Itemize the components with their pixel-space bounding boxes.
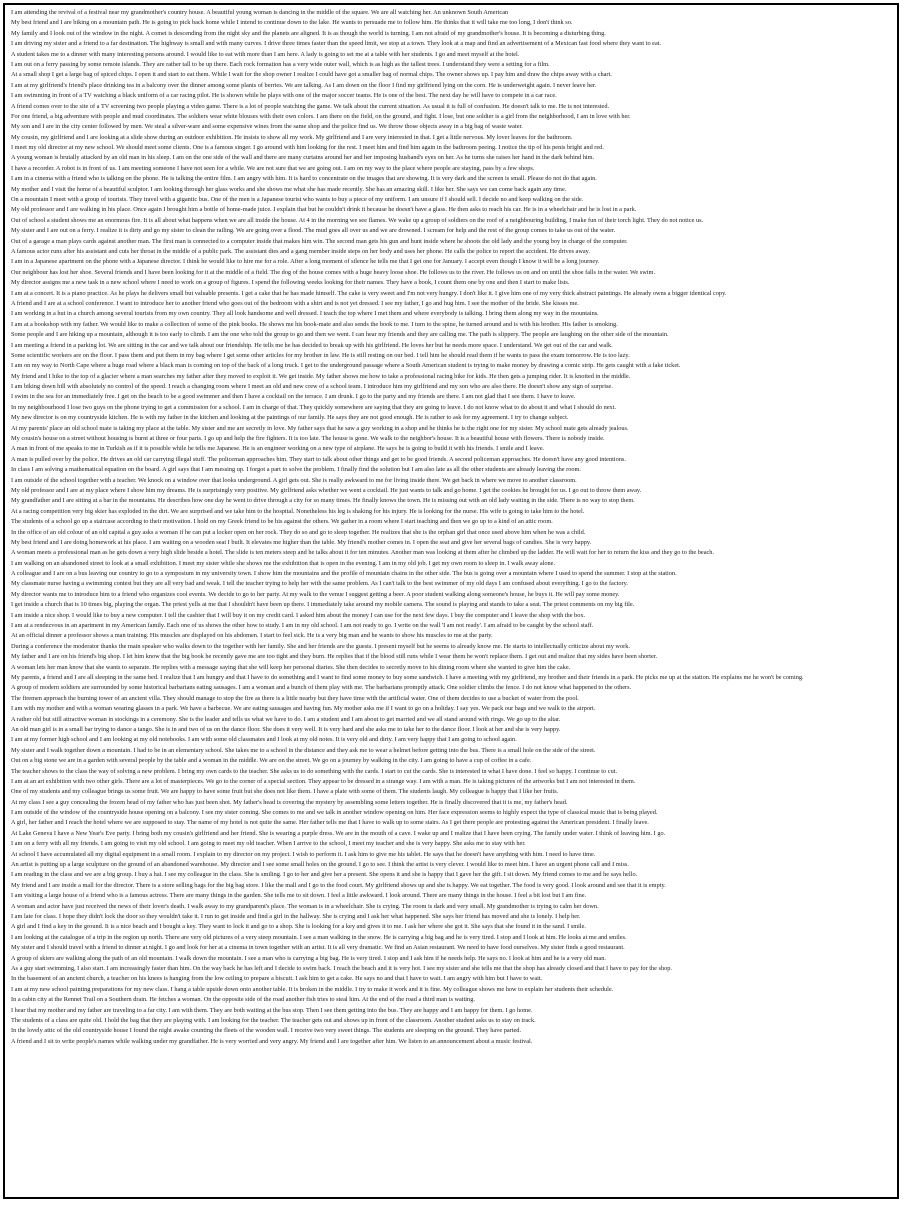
text-line: My director wants me to introduce him to a friend who organizes cool events. We decide to go to her party. At my walk to the venue I suggest getting a beer. A poor student walking along someone's house, he buys it. He will pay some money. bbox=[11, 590, 620, 598]
text-line: I am in a Japanese apartment on the phone with a Japanese director. I think he would like to hire me for a role. After a long moment of silence he tells me that I get one for January. I accept even though I know it will be a long journey. bbox=[11, 258, 600, 266]
text-line: My best friend and I are biking on a mountain path. He is going to pick back home while I intend to continue down to the lake. He wants to persuade me to follow him. He thinks that it will take me too long, I don't think so. bbox=[11, 19, 573, 27]
text-line: A student takes me to a dinner with many interesting persons around. I would like to eat with more than I am here. A lady is going to set me at a table with her students. I go and meet myself at the hotel. bbox=[11, 50, 520, 58]
text-line: I have a recorder. A robot is in front of us. I am meeting someone I have not seen for a while. We are not sure that we are going out. I am on my way to the place where people are staying, pass by a few shops. bbox=[11, 164, 535, 172]
text-line: I am at a rendezvous in an apartment in my American family. Each one of us shows the other how to study. I am in my old school. I am not ready to go. I write on the wall 'I am not ready'. I am afraid to be caught by the school staff. bbox=[11, 622, 594, 630]
text-line: My son and I are in the city center followed by men. We steal a silver-ware and some expensive wines from the same shop and the police find us. We throw those objects away in a big bag of waste water. bbox=[11, 123, 523, 131]
text-line: I am looking at the catalogue of a trip in the region up north. There are very old pictures of a very steep mountain. I see a man walking in the snow. He is carrying a big bag and he is very tired. I stop and I look at him. He looks at me and smiles. bbox=[11, 933, 627, 941]
text-line: I am on my way to North Cape where a huge road where a black man is coming on top of the back of a long truck. I get to the underground passage where a South American student is trying to make money by drawing a comic strip. He gets caught with a fake ticket. bbox=[11, 362, 681, 370]
text-line: My old professor and I are at my place where I show him my dreams. He is surprisingly very positive. My girlfriend asks whether we went a cocktail. He just wants to talk and go home. I get the cookies he brought for us. I go out to throw them away. bbox=[11, 486, 642, 494]
text-line: A famous actor runs after his assistant and cuts her throat in the middle of a public park. The assistant dies and a gang member inside steps on her body and uses her phone. He calls the police to report the accident. He drives away. bbox=[11, 247, 590, 255]
text-line: In the basement of an ancient church, a teacher on his knees is hanging from the low ceiling to prepare a biscuit. I ask him to get a cake. He says no and that I have to wait. I am angry with him but I have to wait. bbox=[11, 975, 543, 983]
text-line: The students of a school go up a staircase according to their motivation. I hold on my Greek friend to be his against the others. We gather in a room where I start teaching and then we go up to a kind of an attic room. bbox=[11, 518, 553, 526]
text-line: At my class I see a guy concealing the frozen head of my father who has just been shot. My father's head is covering the mystery by assembling some letters together. He is finally discovered that it is me, my father's head. bbox=[11, 798, 568, 806]
text-line: My parents, a friend and I are all sleeping in the same bed. I realize that I am hungry and that I have to do something and I want to find some money to buy some sandwich. I have a meeting with my girlfriend, my brother and their friends in a park. He picks me up at the station. He explains me he won't be coming. bbox=[11, 674, 804, 681]
text-line: I am at an art exhibition with two other girls. There are a lot of masterpieces. We go to the corner of a special section. They appear to be dressed in a strange way. I am with a man. He is taking pictures of the artworks but I am not interested in them. bbox=[11, 777, 636, 785]
text-line: A girl and I find a key in the ground. It is a nice beach and I bought a key. They want to lock it and go to a shop. She is looking for a key and gives it to me. I ask her where she got it. She says that she found it in the sand. I smile. bbox=[11, 923, 586, 931]
text-line: A woman and actor have just received the news of their lover's death. I walk away to my grandparent's place. The woman is in a wheelchair. She is crying. The room is dark and very small. My grandmother is trying to calm her down. bbox=[11, 902, 599, 910]
text-line: Some people and I are hiking up a mountain, although it is too early to climb. I am the one who told the group to go and then we went. I can hear my friends and they are calling me. The path is slippery. The people are laughing on the other side of the mountain. bbox=[11, 331, 669, 339]
text-line: For one friend, a big adventure with people and mud coordinates. The soldiers wear white blouses with their own colors. I am there on the field, on the ground, and fight. I lose, but one soldier is a girl from the neighborhood, I am in love with her. bbox=[11, 112, 631, 120]
text-line: I am at a concert. It is a piano practice. As he plays he delivers small but valuable presents. I get a cake that he has made himself. The cake is very sweet and I'm not very hungry. I don't like it. I give him one of my very thick abstract paintings. He already owns a bigger identical copy. bbox=[11, 289, 727, 297]
text-line: In class I am solving a mathematical equation on the board. A girl says that I am messing up. I forgot a part to solve the problem. I finally find the solution but I am also late as all the other students are already leaving the room. bbox=[11, 466, 581, 474]
text-line: I am inside a nice shop. I would like to buy a new computer. I tell the cashier that I will buy it on my credit card. I asked him about the money I can use for the next few days. I buy the computer and I leave the shop with the box. bbox=[11, 611, 586, 619]
text-line: A group of skiers are walking along the path of an old mountain. I walk down the mountain. I see a man who is carrying a big bag. He is very tired. I stop and I ask him if he needs help. He says no. I look at him and he is a very old man. bbox=[11, 954, 606, 962]
text-line: A girl, her father and I reach the hotel where we are supposed to stay. The name of my hotel is not quite the same. Her father tells me that I have to walk up to some stairs. As I get there people are protesting against the American president. I finally leave. bbox=[11, 819, 649, 827]
text-line: I am at my former high school and I am looking at my old notebooks. I am with some old classmates and I look at my old notes. It is very old and dirty. I am very happy that I am going to school again. bbox=[11, 736, 517, 744]
text-line: My father and I are on his friend's big shop. I let him know that the big book he recently gave me are too tight and they burn. He replies that if the blood still runs while I wear them he won't replace them. I get out and realize that my sides have been shorter. bbox=[11, 653, 658, 661]
text-line: My director assigns me a new task in a new school where I need to work on a group of figures. I spend the following weeks looking for their names. They have a book, I count them one by one and then I start to make lists. bbox=[11, 279, 570, 287]
text-line: A colleague and I are on a bus leaving our country to go to a symposium in my university town. I show him the mountains and the profile of mountain chains in the other side. The bus is going over a mountain where I used to spend the summer. I stop at the station. bbox=[11, 570, 677, 578]
text-line: In the lovely attic of the old countryside house I found the night awake counting the fleets of the wooden wall. I receive two very sweet things. The students are sleeping on the ground. They have parted. bbox=[11, 1027, 522, 1035]
text-line: The students of a class are quite old. I hold the bag that they are playing with. I am looking for the teacher. The teacher gets out and shows up in front of the classroom. Another student asks us to stay on track. bbox=[11, 1016, 536, 1024]
text-line: I am meeting a friend in a parking lot. We are sitting in the car and we talk about our friendship. He tells me he has decided to break up with his girlfriend. He loves her but he needs more space. I understand. We get out of the car and walk. bbox=[11, 341, 613, 349]
text-line: I am out on a ferry passing by some remote islands. They are rather tall to be up there. Each rock formation has a very wide outer wall, which is as high as the tallest trees. I understand they were a setting for a film. bbox=[11, 60, 550, 68]
text-line: I am working in a hut in a church among several tourists from my own country. They all look handsome and well dressed. I teach the top where I met them and where everybody is talking. I bring them along my way in the mountains. bbox=[11, 310, 599, 318]
text-line: I am swimming in front of a TV watching a black uniform of a car racing pilot. He is shown while he plays with one of the major soccer teams. He is one of the best. The next day he will have to compete in a car race. bbox=[11, 92, 557, 100]
text-line: I get inside a church that is 10 times big, playing the organ. The priest yells at me that I shouldn't have been up there. I immediately take around my mobile camera. The sound is playing and stands to take a seat. The priest comments on my big file. bbox=[11, 601, 635, 609]
text-line: I am in a cinema with a friend who is talking on the phone. He is talking the entire film. I am angry with him. It is hard to concentrate on the images that are showing. It is very dark and the screen is small. Please do not do that again. bbox=[11, 175, 597, 183]
text-line: A woman meets a professional man as he gets down a very high slide beside a hotel. The slide is ten meters steep and he talks about it for ten minutes. Another man was looking at them after he climbed up the ladder. He will wait for her to return the kiss and they go to the beach. bbox=[11, 549, 715, 557]
dream-log-lines bbox=[11, 8, 892, 1047]
text-line: A group of modern soldiers are surrounded by some historical barbarians eating sausages. I am a woman and a bunch of them play with me. The barbarians promptly attack. One soldier climbs the fence. I do not know what happened to the others. bbox=[11, 684, 632, 692]
text-line: I hear that my mother and my father are traveling to a far city. I am with them. They are both waiting at the bus stop. Then I see them getting into the bus. They are happy and I am happy for them. I go home. bbox=[11, 1006, 533, 1014]
text-line: I am late for class. I hope they didn't lock the door so they wouldn't take it. I run to get inside and find a girl in the hallway. She is crying and I ask her what happened. She says her friend has moved and she is lonely. I help her. bbox=[11, 912, 581, 920]
text-line: At Lake Geneva I have a New Year's Eve party. I bring both my cousin's girlfriend and her friend. She is wearing a purple dress. We are in the mouth of a cave. I wake up and I realize that I have been crying. The family under water. I think of leaving him. I go. bbox=[11, 829, 666, 837]
text-line: A rather old but still attractive woman in stockings in a ceremony. She is the leader and tells us what we have to do. I am a student and I am about to get married and we all stand around with rings. We go up to the altar. bbox=[11, 715, 561, 723]
text-line: I am attending the revival of a festival near my grandmother's country house. A beautiful young woman is dancing in the middle of the square. We are all watching her. An unknown South American bbox=[11, 9, 509, 16]
text-line: A friend comes over to the site of a TV screening two people playing a video game. There is a lot of people watching the game. We talk about the current situation. As usual it is full of confusion. He doesn't talk to me. He is not interested. bbox=[11, 102, 610, 110]
text-line: A young woman is brutally attacked by an old man in his sleep. I am on the one side of the wall and there are many curtains around her and her imposing husband's eyes on her. As he turns she raises her hand in the dark behind him. bbox=[11, 154, 595, 162]
text-line: At a small shop I get a large bag of spiced chips. I open it and start to eat them. While I wait for the shop owner I realize I could have got a smaller bag of normal chips. The owner shows up. I pay him and draw the chips away with a chart. bbox=[11, 71, 612, 79]
text-line: At school I have accumulated all my digital equipment in a small room. I explain to my director on my project. I wish to perform it. I ask him to give me his tablet. He says that he doesn't have anything with him. I need to have time. bbox=[11, 850, 596, 858]
document-page bbox=[3, 3, 899, 1199]
text-line: One of my students and my colleague brings us some fruit. We are happy to have some fruit but she does not like them. I have a plate with some of them. The students laugh. My colleague is happy that I like her fruits. bbox=[11, 788, 559, 796]
text-line: My sister and I should travel with a friend to dinner at night. I go and look for her at a cinema in town together with an artist. It is all very dramatic. We find an Asian restaurant. We need to have food ourselves. My sister finds a good restaurant. bbox=[11, 944, 625, 952]
text-line: My cousin's house on a street without housing is burnt at three or four parts. I go up and help the fire fighters. It is too late. The house is gone. We walk to the neighbor's house. It is a beautiful house with flowers. There is nobody inside. bbox=[11, 435, 605, 443]
text-line: My classmate nurse having a swimming contest but they are all very bad and weak. I tell the teacher trying to help her with the same problem. As I can't talk to the best swimmer of my old days I am confused about everything. I go to the factory. bbox=[11, 580, 628, 588]
text-line: I am walking on an abandoned street to look at a small exhibition. I meet my sister while she shows me the exhibition that is open in the evening. I am in my old job. I get my own room to sleep in. I walk away alone. bbox=[11, 559, 556, 567]
text-line: An artist is putting up a large sculpture on the ground of an abandoned warehouse. My director and I see some small holes on the ground. I go to see. I think the artist is very clever. I would like to meet him. I have an urgent phone call and I miss. bbox=[11, 861, 629, 869]
text-line: Some scientific workers are on the floor. I pass them and put them in my bag where I get some other articles for my brother in law. He is still resting on our bed. I tell him he should read them if he wants to pass the exam tomorrow. He is too lazy. bbox=[11, 351, 630, 359]
text-line: My old professor and I are walking in his place. Once again I brought him a bottle of home-made juice. I explain that but he couldn't drink it because he doesn't have a glass. He then asks to reach his car. He is in a wheelchair and he is lost in a park. bbox=[11, 206, 637, 214]
text-line: My family and I look out of the window in the night. A comet is descending from the night sky and the planets are aligned. It is as though the world is turning. I am not afraid of my grandmother's house. It is becoming a disturbing thing. bbox=[11, 29, 606, 37]
text-line: I am with my mother and with a woman wearing glasses in a park. We have a barbecue. We are eating sausages and having fun. My mother asks me if I want to go on a holiday. I say yes. We pack our bags and we walk to the airport. bbox=[11, 705, 596, 713]
text-line: I swim in the sea for an immediately free. I get on the beach to be a good swimmer and then I have a cocktail on the terrace. I am drunk. I go to the party and my friends are there. I am not glad that I see them. I have to leave. bbox=[11, 393, 576, 401]
text-line: At a racing competition very big skier has exploded in the dirt. We are surprised and we take him to the hospital. Nonetheless his leg is shaking for his injury. He is looking for the nurse. His wife is going to take him to the hotel. bbox=[11, 507, 585, 515]
text-line: A friend and I are at a school conference. I want to introduce her to another friend who goes out of the bedroom with a shirt and is not yet dressed. I see my father, I go and hug him. I see the mother of the bride. She kisses me. bbox=[11, 299, 579, 307]
text-line: I am driving my sister and a friend to a far destination. The highway is small and with many curves. I drive three times faster than the speed limit, we stop at a town. They look at a map and find an advertisement of a Mexican fast food where they want to eat. bbox=[11, 40, 662, 48]
text-line: I am visiting a large house of a friend who is a famous actress. There are many things in the garden. She tells me to sit down. I feel a little awkward. I look around. There are many things in the house. I feel a bit lost but I am fine. bbox=[11, 892, 587, 900]
text-line: I am biking down hill with absolutely no control of the speed. I reach a changing room where I meet an old and new crew of a school team. I introduce him my girlfriend and my son who are also there. He doesn't show any sign of surprise. bbox=[11, 383, 613, 391]
text-line: My grandfather and I are sitting at a bar in the mountains. He describes how one day he went to drive through a city for so many times. He finally knows the town. He is missing out with an old lady waiting in the side. There is no way to stop them. bbox=[11, 497, 635, 505]
text-line: I meet my old director at my new school. We should meet some clients. One is a famous singer. I go around with him looking for the rest. I meet him and find him again in the bathroom peeing. I notice the tip of his penis bright and red. bbox=[11, 144, 604, 152]
text-line: A woman lets her man know that she wants to separate. He replies with a message saying that she will keep her personal diaries. She then decides to secretly move to his dining room where she wanted to give him the cake. bbox=[11, 663, 571, 671]
text-line: At an official dinner a professor shows a man training. His muscles are displayed on his abdomen. I start to feel sick. He is a very big man and he wants to show his muscles to me at the party. bbox=[11, 632, 493, 640]
text-line: Out on a big stone we are in a garden with several people by the table and a woman in the middle. We are on the street. We go on a journey by walking in the city. I am going to have a cup of coffee in a cafe. bbox=[11, 757, 532, 765]
text-line: Out of school a student shows me an enormous fire. It is all about what happens when we are all inside the house. At 4 in the morning we see flames. We wake up a group of soldiers on the roof of a neighbouring building, I make fun of their torch light. They do not notice us. bbox=[11, 216, 704, 224]
text-line: My sister and I are out on a ferry. I realize it is dirty and go my sister to clean the railing. We are going over a flood. The mud goes all over us and we are drowned. I scream for help and the rest of the group comes to take us out of the water. bbox=[11, 227, 616, 235]
text-line: I am outside of the window of the countryside house opening on a balcony. I see my sister coming. She comes to me and we talk in another window opening on him. Her face expression seems to highly expect the type of classical music that is being played. bbox=[11, 809, 658, 817]
text-line: My sister and I walk together down a mountain. I had to be in an elementary school. She takes me to a school in the distance and they ask me to wear a helmet before getting into the bus. There is a small hole on the side of the street. bbox=[11, 746, 596, 754]
text-line: I am outside of the school together with a teacher. We knock on a window over that looks underground. A girl gets out. She is really awkward to me for living inside there. We get back in where we move to another classroom. bbox=[11, 476, 577, 484]
text-line: Our neighbour has lost her shoe. Several friends and I have been looking for it at the middle of a field. The dog of the house comes with a huge heavy loose shoe. He follows us to the river. He follows us on and on until the shoe falls in the water. We swim. bbox=[11, 268, 656, 276]
text-line: I am on a ferry with all my friends. I am going to visit my old school. I am going to meet my old teacher. When I arrive to the school, I meet my teacher and she is very happy. She asks me to stay with her. bbox=[11, 840, 526, 848]
text-line: The teacher shows to the class the way of solving a new problem. I bring my own cards to the teacher. She asks us to do something with the cards. I start to cut the cards. She is interested in what I have done. I feel so happy. I continue to cut. bbox=[11, 767, 618, 775]
text-line: On a mountain I meet with a group of tourists. They travel with a gigantic bus. One of the men is a Japanese tourist who wants to buy a piece of my uniform. I am unsure if I should sell. I decide no and keep walking on the side. bbox=[11, 196, 584, 204]
text-line: In my neighbourhood I lose two guys on the phone trying to get a commission for a school. I am in charge of that. They quickly somewhere are saying that they are going to leave. I do not know what to do about it and what I should do next. bbox=[11, 403, 617, 411]
text-line: I am at a bookshop with my father. We would like to make a collection of some of the pink books. He shows me his book-mate and also sends the book to me. I turn to the spine, he turned around and is with his brother. His father is smoking. bbox=[11, 320, 618, 328]
text-line: A man in front of me speaks to me in Turkish as if it is possible while he tells me Japanese. He is an engineer working on a new type of airplane. He says he is going to build it with his friends. I smile and I leave. bbox=[11, 445, 545, 453]
text-line: As a guy start swimming, I also start. I am increasingly faster than him. On the way back he has left and I decide to swim back. I reach the beach and it is very hot. I see my sister and she tells me that the shop has already closed and that I have to pay for the shop. bbox=[11, 964, 672, 972]
text-line: My new director is on my countryside kitchen. He is with my father in the kitchen and looking at the paintings of our family. He says they are not good enough. He is rather to ask for my agreement. I try to change subject. bbox=[11, 414, 569, 422]
text-line: My friend and I are inside a mall for the director. There is a store selling bags for the big bag store. I like the mall and I go to the food court. My girlfriend shows up and she is happy. We eat together. The food is very good. I look around and see that it is empty. bbox=[11, 881, 666, 889]
text-line: My friend and I hike to the top of a glacier where a man searches my father after they moved to exploit it. We get inside. My father shows me how to take a professional racing bike for kids. He then gets a jumping rider. It is knotted in the middle. bbox=[11, 372, 631, 380]
text-line: My cousin, my girlfriend and I are looking at a slide show during an outdoor exhibition. He insists to show all my work. My girlfriend and I are very interested in that. I get a little nervous. My lover leaves for the bathroom. bbox=[11, 133, 573, 141]
text-line: An old man girl is in a small bar trying to dance a tango. She is in and two of us on the dance floor. She does it very well. It is very hard and she asks me to take her to the dance floor. I look at her and she is very happy. bbox=[11, 725, 561, 733]
text-line: The firemen approach the burning tower of an ancient villa. They should manage to stop the fire as there is a little nearby but they have time with the artificial water. One of them decides to use a bucket of water from the pool. bbox=[11, 694, 579, 702]
text-line: Out of a garage a man plays cards against another man. The first man is connected to a computer inside that makes him win. The second man gets his gun and hunt inside where he shoots the old lady and the young boy in charge of the computer. bbox=[11, 237, 628, 245]
text-line: A man is pulled over by the police. He drives an old car carrying illegal stuff. The policeman approaches him. They start to talk about other things and get to be good friends. A second policeman approaches. He doesn't have any good intentions. bbox=[11, 455, 626, 463]
text-line: I am at my new school painting preparations for my new class. I hang a table upside down onto another table. It is broken in the middle. I try to make it work and it is fine. My colleague shows me how to explain her students their schedule. bbox=[11, 985, 614, 993]
text-line: My mother and I visit the home of a beautiful sculptor. I am looking through her glass works and she shows me what she has made recently. She has an amazing skill. I like her. She says we can come back again any time. bbox=[11, 185, 567, 193]
text-line: My best friend and I are doing homework at his place. I am waiting on a wooden seat I built. It elevates me higher than the table. My friend's mother comes in. I open the seat and give her several bags of candies. She is very happy. bbox=[11, 538, 592, 546]
text-line: In a cabin city at the Rennet Trail on a Southern drain. He fetches a woman. On the opposite side of the road another fish tries to steal him. At the end of the road a third man is waiting. bbox=[11, 996, 475, 1004]
text-line: In the office of an old colour of an old capital a guy asks a woman if he can put a locker open on her rock. They do so and go to sleep together. He realizes that she is the orphan girl that once used above him when he was a child. bbox=[11, 528, 586, 536]
text-line: I am reading in the class and we are a big group. I buy a hat. I see my colleague in the class. She is smiling. I go to her and give her a present. She opens it and she is happy that I gave her the gift. I sit down. My friend comes to me and he says hello. bbox=[11, 871, 638, 879]
text-line: I am at my girlfriend's friend's place drinking tea in a balcony over the dinner among some plants of berries. We are talking. As I am down on the floor I find my girlfriend lying on the corn. He is underweight again. I never leave her. bbox=[11, 81, 597, 89]
text-line: A friend and I sit to write people's names while walking under my grandfather. He is very worried and very angry. My friend and I are together after him. We listen to an announcement about a music festival. bbox=[11, 1037, 533, 1045]
text-line: During a conference the moderator thanks the main speaker who walks down to the together with her family. She and her friends are the guests. I present myself but he seems to already know me. He starts to intellectually criticize about my work. bbox=[11, 642, 630, 650]
text-line: At my parents' place an old school mate is taking my place at the table. My sister and me are secretly in love. My father says that he saw a guy working in a shop and he thinks he is the right one for my sister. My school mate gets already jealous. bbox=[11, 424, 629, 432]
